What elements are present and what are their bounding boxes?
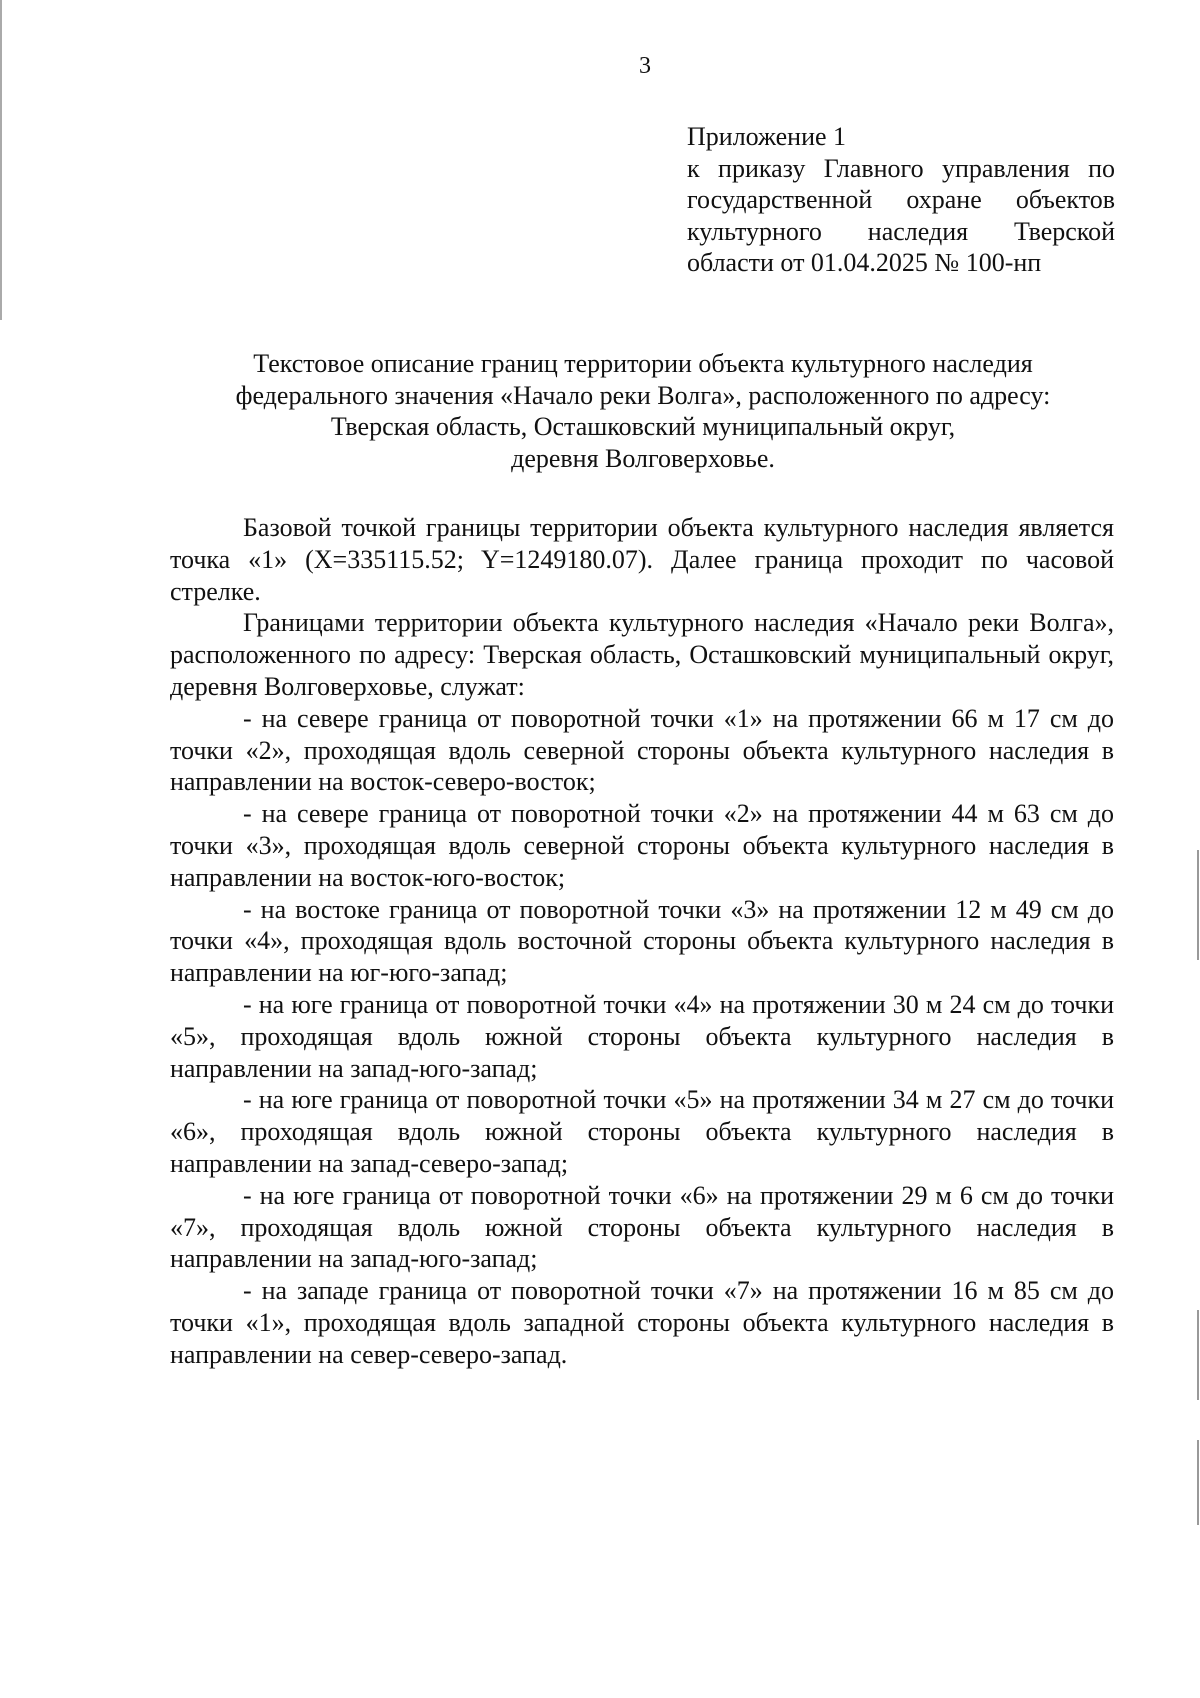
title-line: Тверская область, Осташковский муниципальный округ, — [330, 412, 956, 441]
appendix-header — [687, 121, 1115, 279]
title-line: Текстовое описание границ территории объекта культурного наследия — [253, 349, 1033, 378]
body-paragraph: Границами территории объекта культурного наследия «Начало реки Волга», расположенного по адресу: Тверская область, Осташковский муниципальный округ, деревня Волговерховье, служат: — [170, 608, 1114, 701]
scan-edge-mark — [1197, 850, 1199, 960]
scan-edge-mark — [1197, 1440, 1199, 1525]
appendix-line: культурного наследия Тверской — [687, 216, 1115, 246]
body-paragraph: Базовой точкой границы территории объекта культурного наследия является точка «1» (X=335115.52; Y=1249180.07). Далее граница проходит по часовой стрелке. — [170, 513, 1114, 606]
document-body — [170, 512, 1114, 1371]
scan-edge-mark — [1197, 1310, 1199, 1400]
appendix-line: Приложение 1 — [687, 122, 847, 151]
page-number: 3 — [639, 53, 651, 79]
appendix-line: государственной охране объектов — [687, 185, 1115, 214]
boundary-item: - на юге граница от поворотной точки «6» на протяжении 29 м 6 см до точки «7», проходящая вдоль южной стороны объекта культурного наследия в направлении на запад-юго-запад; — [170, 1180, 1114, 1274]
title-line: федерального значения «Начало реки Волга», расположенного по адресу: — [235, 380, 1051, 410]
boundary-item: - на юге граница от поворотной точки «4» на протяжении 30 м 24 см до точки «5», проходящая вдоль южной стороны объекта культурного наследия в направлении на запад-юго-запад; — [170, 989, 1114, 1083]
title-line: деревня Волговерховье. — [511, 443, 775, 473]
boundary-item: - на севере граница от поворотной точки «2» на протяжении 44 м 63 см до точки «3», проходящая вдоль северной стороны объекта культурного наследия в направлении на восток-юго-восток; — [170, 799, 1114, 892]
appendix-line: области от 01.04.2025 № 100-нп — [687, 248, 1042, 277]
document-title — [160, 348, 1126, 474]
boundary-item: - на западе граница от поворотной точки «7» на протяжении 16 м 85 см до точки «1», проходящая вдоль западной стороны объекта культурного наследия в направлении на север-северо-запад. — [170, 1276, 1114, 1369]
boundary-item: - на востоке граница от поворотной точки «3» на протяжении 12 м 49 см до точки «4», проходящая вдоль восточной стороны объекта культурного наследия в направлении на юг-юго-запад; — [170, 894, 1114, 988]
appendix-line: к приказу Главного управления по — [687, 153, 1115, 183]
boundary-item: - на юге граница от поворотной точки «5» на протяжении 34 м 27 см до точки «6», проходящая вдоль южной стороны объекта культурного наследия в направлении на запад-северо-запад; — [170, 1085, 1114, 1178]
scan-edge-mark — [0, 0, 2, 320]
boundary-item: - на севере граница от поворотной точки «1» на протяжении 66 м 17 см до точки «2», проходящая вдоль северной стороны объекта культурного наследия в направлении на восток-северо-восток; — [170, 703, 1114, 797]
